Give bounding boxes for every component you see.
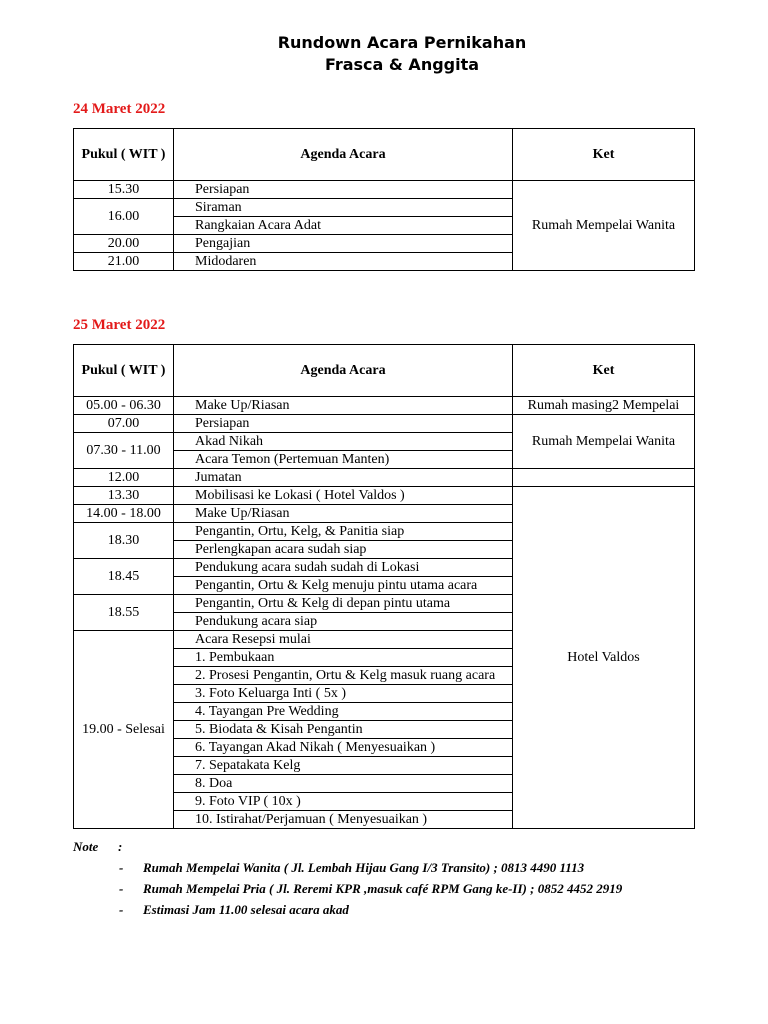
time-cell: 13.30: [74, 487, 174, 505]
header-agenda: Agenda Acara: [174, 129, 513, 181]
note-item: Estimasi Jam 11.00 selesai acara akad: [143, 902, 349, 917]
note-bullet: -: [119, 860, 124, 875]
ket-cell: Rumah masing2 Mempelai: [513, 397, 695, 415]
agenda-cell: 9. Foto VIP ( 10x ): [174, 793, 513, 811]
agenda-cell: 7. Sepatakata Kelg: [174, 757, 513, 775]
document-title: Rundown Acara Pernikahan: [277, 33, 527, 52]
time-cell: 20.00: [74, 235, 174, 253]
agenda-cell: Akad Nikah: [174, 433, 513, 451]
ket-cell: Hotel Valdos: [513, 487, 695, 829]
agenda-cell: Rangkaian Acara Adat: [174, 217, 513, 235]
ket-cell: Rumah Mempelai Wanita: [513, 181, 695, 271]
day2-date: 25 Maret 2022: [73, 317, 166, 333]
time-cell: 18.30: [74, 523, 174, 559]
time-cell: 07.00: [74, 415, 174, 433]
time-cell: 05.00 - 06.30: [74, 397, 174, 415]
time-cell: 16.00: [74, 199, 174, 235]
ket-cell: Rumah Mempelai Wanita: [513, 415, 695, 469]
note-bullet: -: [119, 881, 124, 896]
agenda-cell: 8. Doa: [174, 775, 513, 793]
agenda-cell: Make Up/Riasan: [174, 397, 513, 415]
agenda-cell: Acara Temon (Pertemuan Manten): [174, 451, 513, 469]
agenda-cell: 4. Tayangan Pre Wedding: [174, 703, 513, 721]
note-item: Rumah Mempelai Wanita ( Jl. Lembah Hijau Gang I/3 Transito) ; 0813 4490 1113: [143, 860, 585, 875]
agenda-cell: 1. Pembukaan: [174, 649, 513, 667]
header-time: Pukul ( WIT ): [74, 129, 174, 181]
time-cell: 18.45: [74, 559, 174, 595]
agenda-cell: Perlengkapan acara sudah siap: [174, 541, 513, 559]
agenda-cell: 10. Istirahat/Perjamuan ( Menyesuaikan ): [174, 811, 513, 829]
agenda-cell: 2. Prosesi Pengantin, Ortu & Kelg masuk ruang acara: [174, 667, 513, 685]
time-cell: 12.00: [74, 469, 174, 487]
table-header-row: [74, 345, 695, 397]
document-subtitle: Frasca & Anggita: [324, 55, 480, 74]
day1-date: 24 Maret 2022: [73, 101, 166, 117]
agenda-cell: Pengantin, Ortu & Kelg di depan pintu utama: [174, 595, 513, 613]
note-bullet: -: [119, 902, 124, 917]
table-row: [74, 397, 695, 415]
note-label: Note: [73, 839, 99, 854]
agenda-cell: 3. Foto Keluarga Inti ( 5x ): [174, 685, 513, 703]
time-cell: 14.00 - 18.00: [74, 505, 174, 523]
agenda-cell: 5. Biodata & Kisah Pengantin: [174, 721, 513, 739]
agenda-cell: Pengantin, Ortu & Kelg menuju pintu utama acara: [174, 577, 513, 595]
ket-cell: [513, 469, 695, 487]
time-cell: 21.00: [74, 253, 174, 271]
table-row: [74, 415, 695, 433]
table-header-row: [74, 129, 695, 181]
agenda-cell: Persiapan: [174, 181, 513, 199]
agenda-cell: 6. Tayangan Akad Nikah ( Menyesuaikan ): [174, 739, 513, 757]
time-cell: 19.00 - Selesai: [74, 631, 174, 829]
agenda-cell: Pendukung acara sudah sudah di Lokasi: [174, 559, 513, 577]
agenda-cell: Mobilisasi ke Lokasi ( Hotel Valdos ): [174, 487, 513, 505]
note-item: Rumah Mempelai Pria ( Jl. Reremi KPR ,masuk café RPM Gang ke-II) ; 0852 4452 2919: [143, 881, 623, 896]
agenda-cell: Acara Resepsi mulai: [174, 631, 513, 649]
table-row: [74, 469, 695, 487]
agenda-cell: Make Up/Riasan: [174, 505, 513, 523]
agenda-cell: Persiapan: [174, 415, 513, 433]
note-colon: :: [118, 839, 123, 854]
time-cell: 07.30 - 11.00: [74, 433, 174, 469]
time-cell: 18.55: [74, 595, 174, 631]
agenda-cell: Midodaren: [174, 253, 513, 271]
agenda-cell: Siraman: [174, 199, 513, 217]
header-ket: Ket: [513, 129, 695, 181]
header-agenda: Agenda Acara: [174, 345, 513, 397]
day2-schedule-table: [73, 344, 695, 829]
agenda-cell: Pengajian: [174, 235, 513, 253]
header-ket: Ket: [513, 345, 695, 397]
agenda-cell: Jumatan: [174, 469, 513, 487]
table-row: [74, 181, 695, 199]
agenda-cell: Pendukung acara siap: [174, 613, 513, 631]
header-time: Pukul ( WIT ): [74, 345, 174, 397]
agenda-cell: Pengantin, Ortu, Kelg, & Panitia siap: [174, 523, 513, 541]
day1-schedule-table: [73, 128, 695, 271]
time-cell: 15.30: [74, 181, 174, 199]
table-row: [74, 487, 695, 505]
